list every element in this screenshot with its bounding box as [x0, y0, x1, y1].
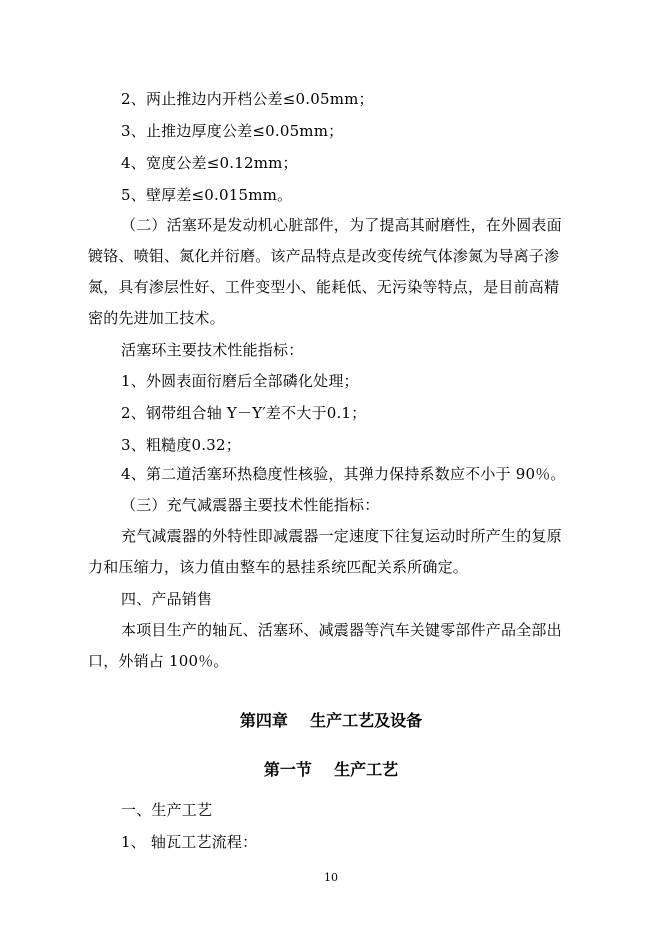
- tolerance-item-4: 4、宽度公差≤0.12mm；: [121, 154, 298, 172]
- chapter-heading: 第四章 生产工艺及设备: [239, 711, 423, 730]
- tolerance-item-2: 2、两止推边内开档公差≤0.05mm；: [121, 90, 374, 108]
- shock-absorber-specs-heading: （三）充气减震器主要技术性能指标：: [121, 496, 380, 514]
- piston-ring-paragraph-line-4: 密的先进加工技术。: [88, 309, 225, 327]
- piston-ring-spec-3: 3、粗糙度0.32；: [121, 436, 241, 454]
- section-heading: 第一节 生产工艺: [263, 760, 399, 779]
- product-sales-heading: 四、产品销售: [121, 590, 213, 608]
- tolerance-item-5: 5、壁厚差≤0.015mm。: [121, 186, 293, 204]
- production-process-heading: 一、生产工艺: [121, 801, 213, 819]
- piston-ring-specs-heading: 活塞环主要技术性能指标：: [121, 341, 304, 359]
- shock-absorber-paragraph-line-2: 力和压缩力，该力值由整车的悬挂系统匹配关系所确定。: [88, 558, 469, 576]
- tolerance-item-3: 3、止推边厚度公差≤0.05mm；: [121, 122, 344, 140]
- piston-ring-paragraph-line-3: 氮，具有渗层性好、工件变型小、能耗低、无污染等特点，是目前高精: [88, 278, 560, 296]
- shock-absorber-paragraph-line-1: 充气减震器的外特性即减震器一定速度下往复运动时所产生的复原: [121, 527, 562, 545]
- piston-ring-spec-2: 2、钢带组合轴 Y－Y′差不大于0.1；: [121, 404, 367, 422]
- piston-ring-paragraph-line-1: （二）活塞环是发动机心脏部件，为了提高其耐磨性，在外圆表面: [121, 216, 562, 234]
- piston-ring-spec-1: 1、外圆表面衍磨后全部磷化处理；: [121, 372, 359, 390]
- piston-ring-paragraph-line-2: 镀铬、喷钼、氮化并衍磨。该产品特点是改变传统气体渗氮为导离子渗: [88, 247, 560, 265]
- page-number: 10: [324, 871, 338, 884]
- product-sales-paragraph-line-2: 口，外销占 100％。: [88, 652, 229, 670]
- piston-ring-spec-4: 4、第二道活塞环热稳度性核验，其弹力保持系数应不小于 90％。: [121, 465, 566, 483]
- bearing-process-heading: 1、 轴瓦工艺流程：: [121, 833, 258, 851]
- product-sales-paragraph-line-1: 本项目生产的轴瓦、活塞环、减震器等汽车关键零部件产品全部出: [121, 621, 562, 639]
